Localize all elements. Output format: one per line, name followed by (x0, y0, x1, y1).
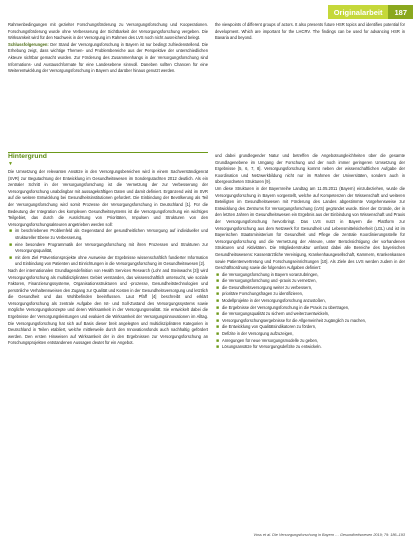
bullet-list (215, 272, 405, 351)
conclusions-text: Der Stand der Versorgungsforschung in Bayern ist nur bedingt zufriedenstellend. Die Erhebung zeigt, dass wichtige Themen- und Problembereiche aus der Perspektive der unterschiedlichen Akteure sichtbar gemacht wurden. Zur Förderung des Zusammenhangs in der Versorgungsforschung sind Informations- und Austauschformate für eine Landesebene sinnvoll. Daneben sollten Chancen für eine Weiterentwicklung der Versorgungsforschung in Bayern und darüber hinaus genutzt werden. (8, 41, 208, 74)
body-paragraph: Nach der internationalen Grundlagendefinition von Health Services Research (Lohr and Steinwachs [3]) wird Versorgungsforschung als multidisziplinäres Gebiet verstanden, das wissenschaftlich untersucht, wie soziale Faktoren, Finanzierungssysteme, Organisationsstrukturen und -prozesse, Gesundheitstechnologien und persönliche Verhaltensweisen den Zugang zur Qualität und Kosten in der Gesundheitsversorgung und letztlich die Gesundheit und das Wohlbefinden beeinflussen. Laut Pfaff [4] beschreibt und erklärt Versorgungsforschung als zentrale Aufgabe den Ist- und Soll-Zustand des Versorgungssystems sowie mögliche Versorgungskonzepte und deren Wirksamkeit in der Versorgungsrealität. Sie entwickelt dabei die Ergebnisse der Versorgungsleistungen und evaluiert die Wirksamkeit der Versorgungsinnovationen im Alltag. Die Versorgungsforschung hat sich auf Basis dieser breit angelegten und multidisziplinären Kategorien in Deutschland in Teilen etabliert, welche mittlerweile durch den Innovationsfonds auch nachhaltig gefördert werden. Den ersten Hinweisen auf Wirksamkeit der in den Ergebnissen zur Versorgungsforschung an Forschungsprojekten entstandenen Aussagen deutet für ein Angebot. (8, 267, 208, 346)
bullet-icon: ■ (9, 228, 13, 235)
right-body (215, 153, 405, 351)
bullet-icon: ■ (216, 317, 220, 324)
list-item: ■ Defizite in der Versorgung aufzuzeigen, (216, 331, 294, 338)
body-paragraph: Um diese Strukturen in der Bayernreihe Landtag am 11.05.2011 (Bayern) einzubeziehen, wurde die Versorgungsforschung in Bayern vorgestellt, welche auf Kompetenzen der Wissenschaft und weiteren Beteiligten im Gesundheitswesen mit Förderung des Landes abgestimmte Vorgehensweise zur Entwicklung des Zentrums für Versorgungsforschung (LVS) gegründet wurde. Einer der Gründe, der in den letzten Jahren im Gesundheitswesen ein Ergebnis aus der Einbindung von Wissenschaft und Praxis der Versorgungsforschung hervorbringt. Das LVS nutzt in Bayern die Plattform zur Versorgungsforschung aus dem Netzwerk für Gesundheit und Lebensmittelsicherheit (LGL) und ist im Bayerischen Staatsministerium für Gesundheit und Pflege die zentrale Koordinierungsstelle für Versorgungsforschung und die Vernetzung der Akteure, unter Berücksichtigung der vorhandenen Strukturen und Aktivitäten. Die Mitgliederstruktur umfasst dabei alle Bereiche des bayerischen Gesundheitswesens: Kassenärztliche Vereinigung, Krankenhausgesellschaft, Kammern, Krankenkassen sowie Patientenvertretung und Forschungseinrichtungen [10]. Als Ziele des LVS werden zudem in der Geschäftsordnung sowie die folgenden Aufgaben definiert: (215, 185, 405, 271)
bullet-icon: ■ (216, 291, 220, 298)
bullet-icon: ■ (9, 254, 13, 261)
list-item: ■ die Versorgungsforschung in Bayern voranzubringen, (216, 271, 319, 278)
list-item: ■ die Ergebnisse der Versorgungsforschung in die Praxis zu übertragen, (216, 304, 350, 311)
list-item: ■ prioritäre Forschungsfragen zu identifizieren, (216, 291, 304, 298)
list-item: ■ im beschriebenen Problemfeld als Gegenstand der gesundheitlichen Versorgung auf individueller und struktureller Ebene zu Verbesserung, (9, 228, 208, 240)
bullet-list (8, 228, 208, 268)
section-heading-block (8, 153, 208, 167)
footer-citation: Voss et al. Die Versorgungsforschung in Bayern … Gesundheitswesen 2019; 79: 186–193 (253, 533, 405, 537)
abstract-tail (8, 22, 208, 75)
list-item: ■ Versorgungsforschungsergebnisse für die Allgemeinheit zugänglich zu machen, (216, 317, 367, 324)
list-item: ■ die Gesundheitsversorgung weiter zu verbessern, (216, 284, 313, 291)
list-item: ■ die Versorgungsqualität zu sichern und weiterzuentwickeln, (216, 311, 330, 318)
abstract-conclusions (8, 42, 208, 75)
body-paragraph: Die Umsetzung der relevanten Ansätze in den Versorgungsbereichen wird in einem Sachverständigenrat (SVR) zur Begutachtung der Entwicklung im Gesundheitswesen im Sondergutachten 2012 deutlich. Als ein zentraler Schritt in der Versorgungsforschung ist die Vernetzung der zur Verbesserung der Versorgungsforschung unabdingbar mit aussagekräftigen Daten und damit definiert. Ergänzend wird im SVR auf die weitere Entwicklung bei Gesundheitsinstitutionen gefordert. Die Einbindung der Bevölkerung als Teil der Versorgungsforschung wird somit Prozesse der Versorgungsforschung in Deutschland [1]. Für die Bedeutung der Integration des komplexen Gesundheitssystems ist die Versorgungsforschung ein wichtiges Teilgebiet, das durch die Ausrichtung von Prioritäten, Impulsen und Strukturen von den Versorgungsforschungsakteuren angetrieben werden soll: (8, 169, 208, 227)
list-item: ■ Lösungsansätze für Versorgungsdefizite zu entwickeln. (216, 344, 322, 351)
page-number: 187 (388, 5, 413, 19)
bullet-icon: ■ (216, 271, 220, 278)
journal-section-badge (328, 5, 413, 19)
left-body (8, 169, 208, 347)
bullet-icon: ■ (216, 304, 220, 311)
section-heading: Hintergrund (8, 153, 47, 160)
bullet-icon: ■ (216, 278, 220, 285)
bullet-icon: ■ (216, 344, 220, 351)
section-marker: ▼ (8, 161, 13, 167)
list-item: ■ Modellprojekte in der Versorgungsforschung anzustoßen, (216, 298, 326, 305)
bullet-icon: ■ (216, 331, 220, 338)
body-paragraph: und dabei grundlegender Natur und betreffen die Angebotsungleichheiten über die gesamte Grundlagenebene im Umgang der Forschung und der noch immer geringeren Umsetzung der Ergebnisse [5, 6, 7, 8]. Versorgungsforschung kommt neben der wissenschaftlichen Aufgabe der Koordination und Netzwerkbildung nicht nur im Rahmen der Universitäten, sondern auch in übergeordneten Strukturen [9]. (215, 153, 405, 185)
abstract-english-text: the viewpoints of different groups of actors. It also presents future HSR topics and identifies potential for development. Which are important for the LHCRV. The findings can be used for advancing HSR in Bavaria and beyond. (215, 22, 405, 41)
abstract-results-tail: Rahmenbedingungen mit gezielter Forschungsförderung zu Versorgungsforschung und Kooperationen. Forschungsförderung wurde ohne Verbesserung der Sichtbarkeit der Versorgungsforschung vergeben. Die Wirksamkeit wird für den Nachweis in der Versorgung im Rahmen des LVS noch nicht ausreichend belegt. (8, 22, 208, 41)
list-item: ■ eine besondere Programmatik der Versorgungsforschung mit ihren Prozessen und Strukturen zur Versorgungsqualität, (9, 241, 208, 254)
bullet-icon: ■ (216, 298, 220, 305)
bullet-icon: ■ (216, 311, 220, 318)
conclusions-label: Schlussfolgerungen: (8, 41, 49, 47)
bullet-icon: ■ (216, 324, 220, 331)
bullet-icon: ■ (216, 337, 220, 344)
list-item: ■ mit dem Ziel Präventionsprojekte ohne Ausweise der Ergebnisse wissenschaftlich fundierter Information und Einbindung von Patienten und Einrichtungen in die Versorgungsforschung im Gesundheitswesen [2]. (9, 254, 208, 267)
bullet-icon: ■ (9, 241, 13, 248)
abstract-english-tail (215, 22, 405, 42)
list-item: ■ die Versorgungsforschung und -praxis zu vernetzen, (216, 278, 317, 285)
list-item: ■ Anregungen für neue Versorgungsmodelle zu geben, (216, 337, 319, 344)
bullet-icon: ■ (216, 284, 220, 291)
section-label: Originalarbeit (328, 5, 389, 19)
list-item: ■ die Entwicklung von Qualitätsindikatoren zu fördern, (216, 324, 317, 331)
